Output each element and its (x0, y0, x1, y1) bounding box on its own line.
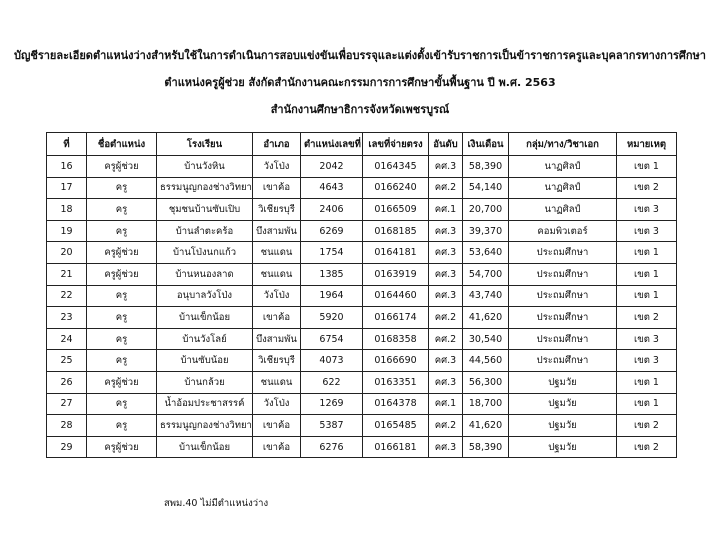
document-title: บัญชีรายละเอียดตำแหน่งว่างสำหรับใช้ในการดำเนินการสอบแข่งขันเพื่อบรรจุและแต่งตั้งเข้ารับราชการเป็นข้าราชการครูและบุคลากรทางการศึกษา (14, 49, 706, 62)
cell-school: บ้านลำตะคร้อ (157, 220, 253, 242)
table-row (47, 393, 677, 415)
col-header-subject: กลุ่ม/ทาง/วิชาเอก (509, 133, 617, 156)
cell-rank: คศ.3 (429, 350, 463, 372)
cell-remark: เขต 3 (617, 220, 677, 242)
table-header-row (47, 133, 677, 156)
cell-subject: ประถมศึกษา (509, 263, 617, 285)
cell-position: ครู (87, 220, 157, 242)
cell-school: บ้านวังหิน (157, 156, 253, 178)
cell-salary: 44,560 (463, 350, 509, 372)
cell-district: ชนแดน (253, 242, 301, 264)
cell-rank: คศ.2 (429, 307, 463, 329)
vacancy-table (46, 132, 677, 458)
cell-position-number: 5920 (301, 307, 363, 329)
cell-position-number: 1385 (301, 263, 363, 285)
cell-rank: คศ.2 (429, 177, 463, 199)
cell-salary: 41,620 (463, 415, 509, 437)
cell-payment-number: 0166240 (363, 177, 429, 199)
cell-salary: 39,370 (463, 220, 509, 242)
cell-rank: คศ.2 (429, 328, 463, 350)
table-row (47, 415, 677, 437)
cell-position: ครู (87, 307, 157, 329)
table-row (47, 350, 677, 372)
cell-payment-number: 0163351 (363, 371, 429, 393)
cell-district: วังโป่ง (253, 393, 301, 415)
col-header-position-number: ตำแหน่งเลขที่ (301, 133, 363, 156)
cell-position: ครูผู้ช่วย (87, 371, 157, 393)
cell-remark: เขต 1 (617, 371, 677, 393)
cell-payment-number: 0165485 (363, 415, 429, 437)
cell-position-number: 4643 (301, 177, 363, 199)
cell-position-number: 6276 (301, 436, 363, 458)
cell-no: 26 (47, 371, 87, 393)
cell-payment-number: 0168358 (363, 328, 429, 350)
cell-remark: เขต 1 (617, 285, 677, 307)
cell-salary: 54,700 (463, 263, 509, 285)
cell-position-number: 6269 (301, 220, 363, 242)
cell-no: 22 (47, 285, 87, 307)
cell-position-number: 5387 (301, 415, 363, 437)
cell-school: ชุมชนบ้านซับเปิบ (157, 199, 253, 221)
cell-remark: เขต 1 (617, 156, 677, 178)
cell-salary: 18,700 (463, 393, 509, 415)
cell-position: ครู (87, 328, 157, 350)
cell-district: เขาค้อ (253, 177, 301, 199)
cell-subject: นาฏศิลป์ (509, 199, 617, 221)
cell-position: ครู (87, 285, 157, 307)
col-header-no: ที่ (47, 133, 87, 156)
col-header-remark: หมายเหตุ (617, 133, 677, 156)
cell-subject: ประถมศึกษา (509, 307, 617, 329)
cell-remark: เขต 2 (617, 177, 677, 199)
table-row (47, 307, 677, 329)
cell-rank: คศ.3 (429, 436, 463, 458)
cell-school: ธรรมนูญกองช่างวิทยา (157, 177, 253, 199)
cell-district: วิเชียรบุรี (253, 350, 301, 372)
cell-district: วังโป่ง (253, 285, 301, 307)
cell-subject: ปฐมวัย (509, 415, 617, 437)
cell-rank: คศ.3 (429, 220, 463, 242)
cell-no: 23 (47, 307, 87, 329)
table-row (47, 436, 677, 458)
cell-school: บ้านวังโลย์ (157, 328, 253, 350)
cell-salary: 43,740 (463, 285, 509, 307)
table-row (47, 328, 677, 350)
cell-position: ครู (87, 177, 157, 199)
cell-position: ครู (87, 415, 157, 437)
table-row (47, 242, 677, 264)
cell-salary: 58,390 (463, 436, 509, 458)
table-row (47, 156, 677, 178)
cell-subject: ประถมศึกษา (509, 350, 617, 372)
cell-salary: 53,640 (463, 242, 509, 264)
cell-salary: 41,620 (463, 307, 509, 329)
table-row (47, 177, 677, 199)
cell-remark: เขต 2 (617, 307, 677, 329)
cell-payment-number: 0166509 (363, 199, 429, 221)
cell-district: บึงสามพัน (253, 328, 301, 350)
cell-no: 27 (47, 393, 87, 415)
cell-position: ครู (87, 393, 157, 415)
cell-payment-number: 0166174 (363, 307, 429, 329)
cell-remark: เขต 1 (617, 242, 677, 264)
cell-position-number: 2406 (301, 199, 363, 221)
cell-rank: คศ.3 (429, 285, 463, 307)
col-header-school: โรงเรียน (157, 133, 253, 156)
cell-position-number: 1964 (301, 285, 363, 307)
cell-no: 21 (47, 263, 87, 285)
cell-remark: เขต 2 (617, 436, 677, 458)
cell-district: วิเชียรบุรี (253, 199, 301, 221)
cell-school: อนุบาลวังโป่ง (157, 285, 253, 307)
cell-no: 17 (47, 177, 87, 199)
cell-school: บ้านหนองลาด (157, 263, 253, 285)
cell-subject: ประถมศึกษา (509, 328, 617, 350)
cell-position-number: 4073 (301, 350, 363, 372)
col-header-district: อำเภอ (253, 133, 301, 156)
cell-payment-number: 0164345 (363, 156, 429, 178)
cell-remark: เขต 3 (617, 328, 677, 350)
table-row (47, 371, 677, 393)
cell-rank: คศ.2 (429, 415, 463, 437)
cell-payment-number: 0168185 (363, 220, 429, 242)
cell-position: ครูผู้ช่วย (87, 242, 157, 264)
cell-remark: เขต 2 (617, 415, 677, 437)
table-row (47, 285, 677, 307)
cell-school: บ้านเข็กน้อย (157, 436, 253, 458)
cell-rank: คศ.3 (429, 371, 463, 393)
col-header-payment-number: เลขที่จ่ายตรง (363, 133, 429, 156)
cell-rank: คศ.1 (429, 393, 463, 415)
cell-school: น้ำอ้อมประชาสรรค์ (157, 393, 253, 415)
cell-remark: เขต 3 (617, 350, 677, 372)
cell-district: บึงสามพัน (253, 220, 301, 242)
col-header-rank: อันดับ (429, 133, 463, 156)
cell-subject: ประถมศึกษา (509, 242, 617, 264)
table-row (47, 199, 677, 221)
cell-remark: เขต 1 (617, 393, 677, 415)
cell-district: ชนแดน (253, 263, 301, 285)
cell-payment-number: 0163919 (363, 263, 429, 285)
cell-subject: นาฏศิลป์ (509, 177, 617, 199)
cell-district: เขาค้อ (253, 436, 301, 458)
table-body (47, 156, 677, 458)
cell-subject: ปฐมวัย (509, 393, 617, 415)
cell-payment-number: 0166181 (363, 436, 429, 458)
cell-district: เขาค้อ (253, 415, 301, 437)
cell-position: ครูผู้ช่วย (87, 436, 157, 458)
cell-rank: คศ.3 (429, 156, 463, 178)
cell-position: ครูผู้ช่วย (87, 156, 157, 178)
cell-rank: คศ.3 (429, 242, 463, 264)
cell-payment-number: 0164460 (363, 285, 429, 307)
cell-district: เขาค้อ (253, 307, 301, 329)
cell-no: 28 (47, 415, 87, 437)
cell-no: 16 (47, 156, 87, 178)
cell-school: บ้านโป่งนกแก้ว (157, 242, 253, 264)
cell-subject: ปฐมวัย (509, 371, 617, 393)
cell-remark: เขต 3 (617, 199, 677, 221)
cell-salary: 20,700 (463, 199, 509, 221)
cell-subject: นาฏศิลป์ (509, 156, 617, 178)
cell-remark: เขต 1 (617, 263, 677, 285)
cell-no: 19 (47, 220, 87, 242)
cell-school: ธรรมนูญกองช่างวิทยา (157, 415, 253, 437)
document-subtitle: ตำแหน่งครูผู้ช่วย สังกัดสำนักงานคณะกรรมการการศึกษาขั้นพื้นฐาน ปี พ.ศ. 2563 (164, 76, 556, 89)
cell-payment-number: 0166690 (363, 350, 429, 372)
cell-position-number: 6754 (301, 328, 363, 350)
cell-rank: คศ.3 (429, 263, 463, 285)
cell-no: 20 (47, 242, 87, 264)
col-header-position: ชื่อตำแหน่ง (87, 133, 157, 156)
cell-position-number: 1269 (301, 393, 363, 415)
cell-salary: 30,540 (463, 328, 509, 350)
cell-payment-number: 0164181 (363, 242, 429, 264)
cell-school: บ้านเข็กน้อย (157, 307, 253, 329)
table-row (47, 220, 677, 242)
cell-position-number: 2042 (301, 156, 363, 178)
cell-school: บ้านซับน้อย (157, 350, 253, 372)
cell-position-number: 1754 (301, 242, 363, 264)
cell-no: 18 (47, 199, 87, 221)
cell-subject: ปฐมวัย (509, 436, 617, 458)
cell-position-number: 622 (301, 371, 363, 393)
cell-subject: ประถมศึกษา (509, 285, 617, 307)
cell-position: ครูผู้ช่วย (87, 263, 157, 285)
issuing-office: สำนักงานศึกษาธิการจังหวัดเพชรบูรณ์ (270, 103, 450, 116)
footnote: สพม.40 ไม่มีตำแหน่งว่าง (164, 498, 269, 509)
cell-no: 29 (47, 436, 87, 458)
cell-payment-number: 0164378 (363, 393, 429, 415)
cell-position: ครู (87, 199, 157, 221)
cell-no: 25 (47, 350, 87, 372)
table-row (47, 263, 677, 285)
cell-school: บ้านกล้วย (157, 371, 253, 393)
cell-district: วังโป่ง (253, 156, 301, 178)
cell-salary: 56,300 (463, 371, 509, 393)
cell-salary: 58,390 (463, 156, 509, 178)
col-header-salary: เงินเดือน (463, 133, 509, 156)
cell-district: ชนแดน (253, 371, 301, 393)
cell-rank: คศ.1 (429, 199, 463, 221)
cell-subject: คอมพิวเตอร์ (509, 220, 617, 242)
cell-position: ครู (87, 350, 157, 372)
cell-no: 24 (47, 328, 87, 350)
cell-salary: 54,140 (463, 177, 509, 199)
